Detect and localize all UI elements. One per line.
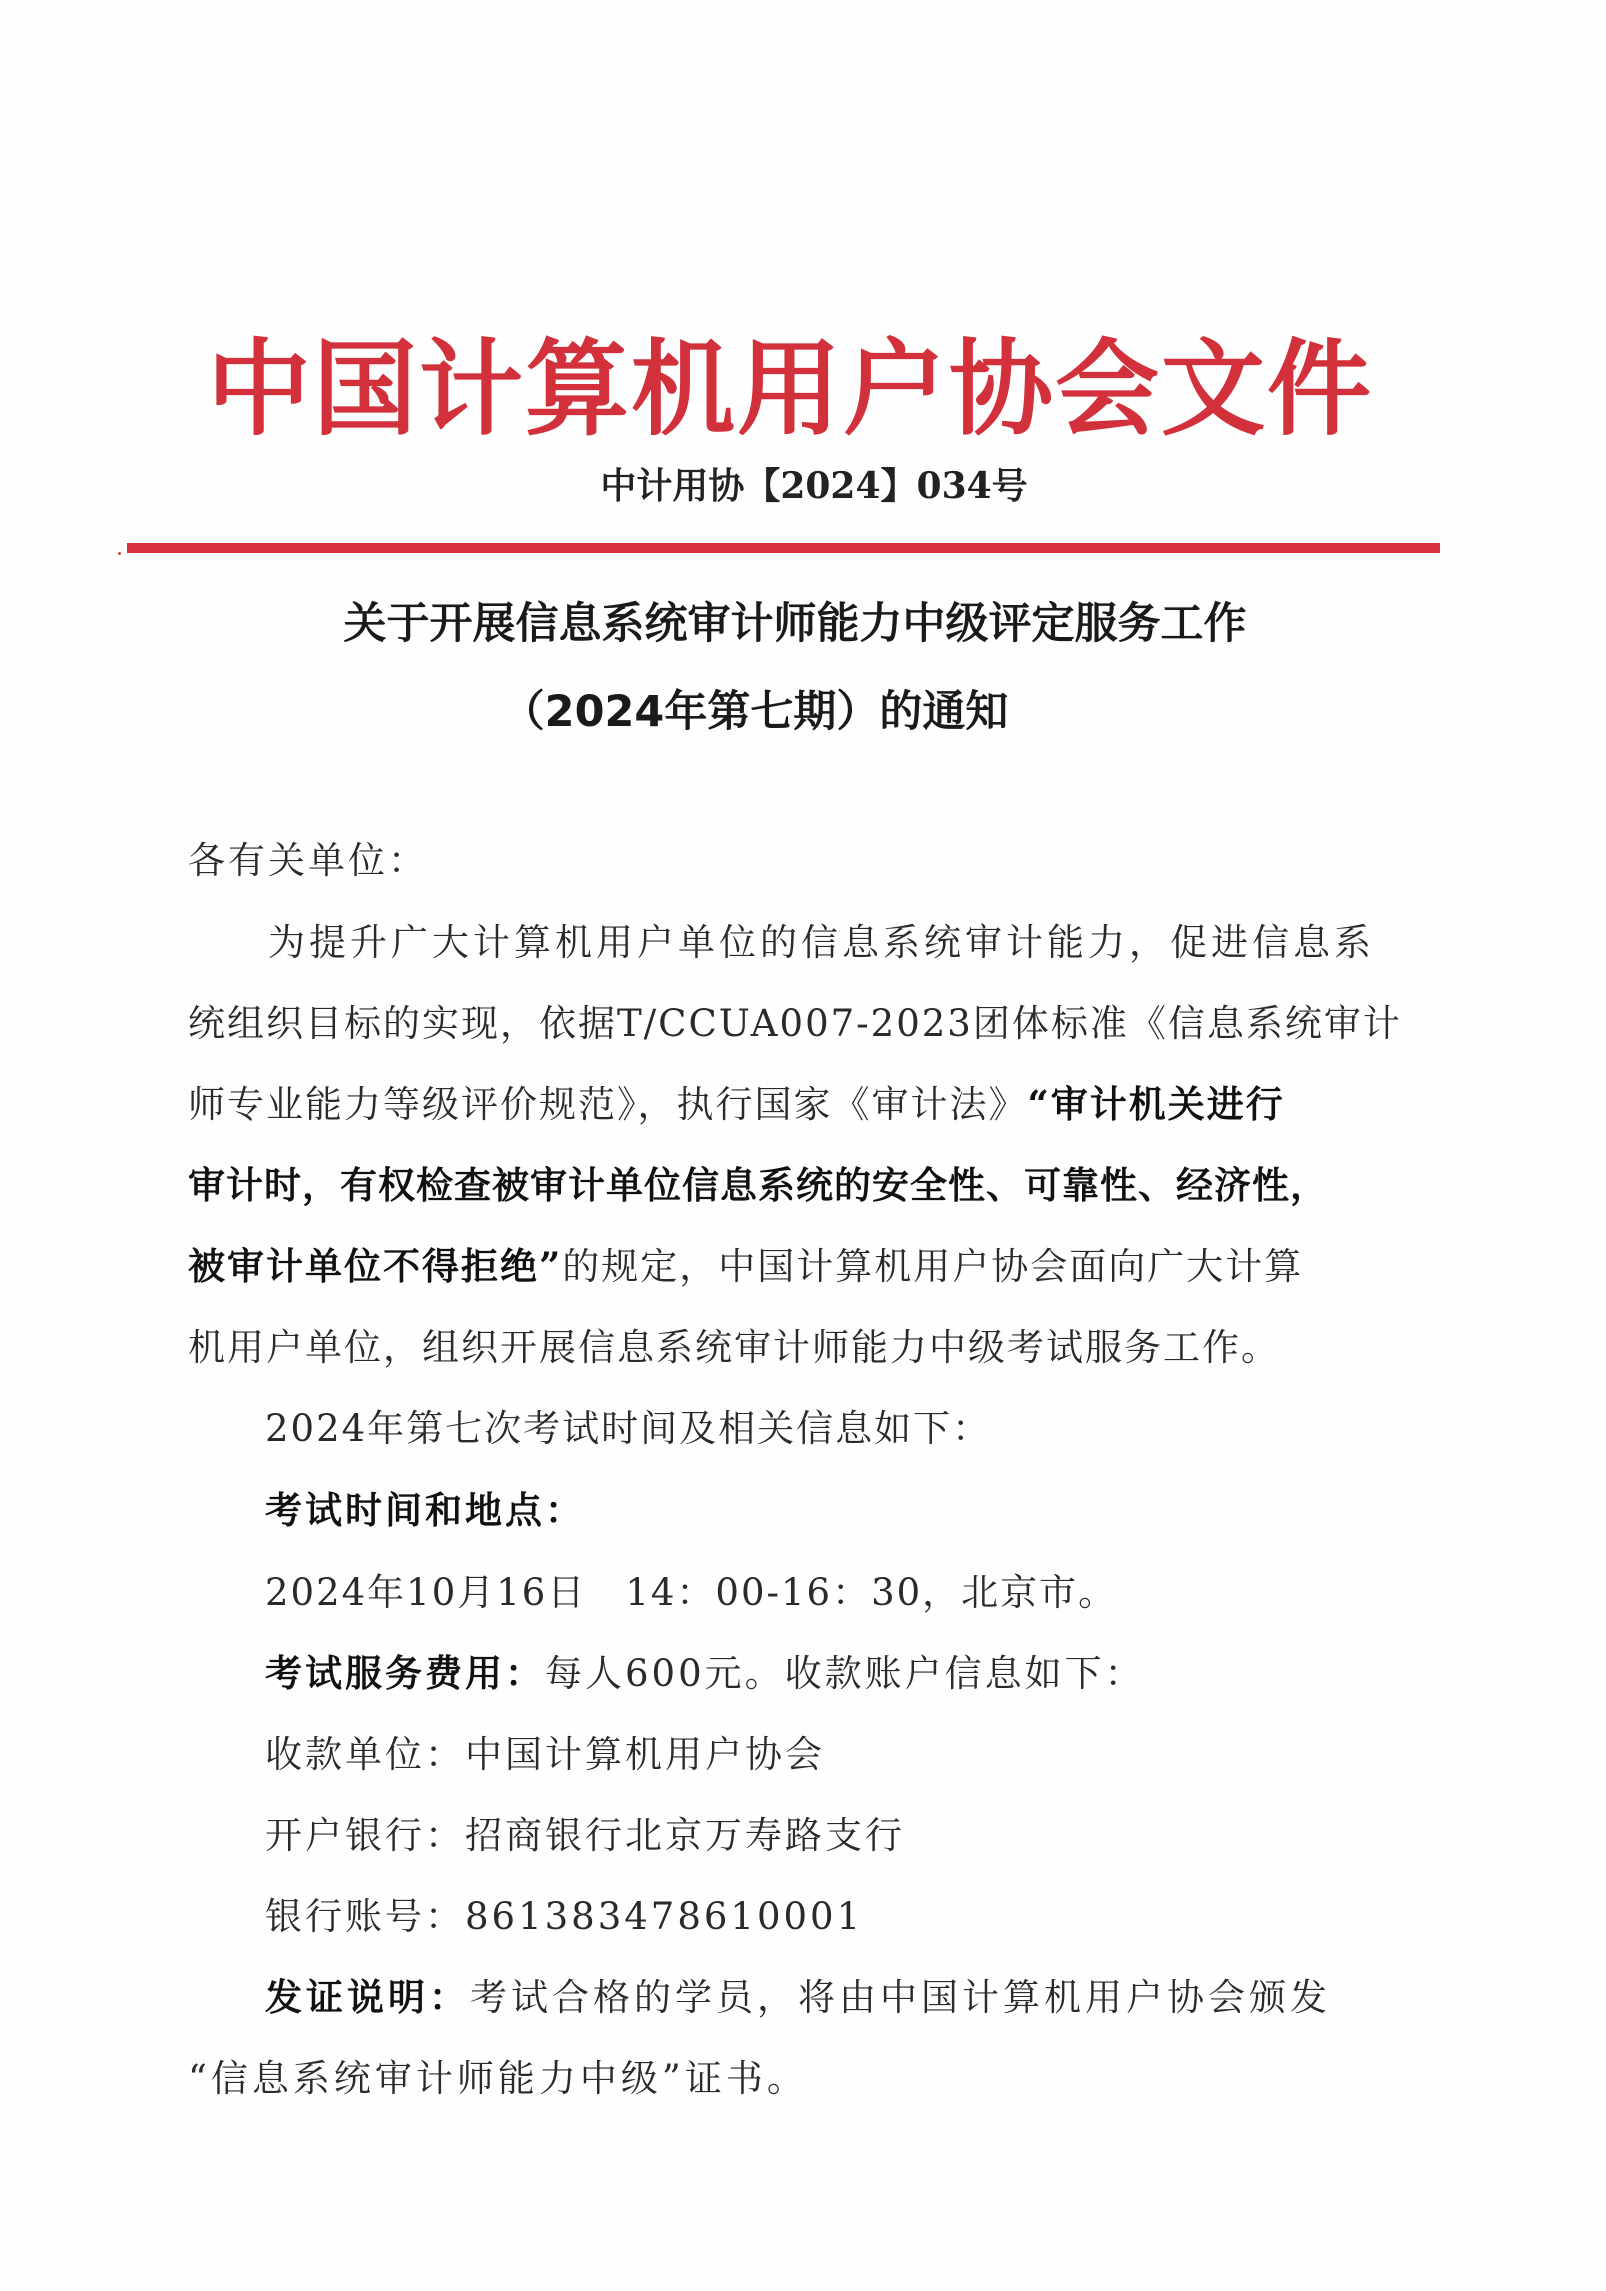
masthead-title: 中国计算机用户协会文件: [206, 328, 1373, 450]
notice-title-line-1: 关于开展信息系统审计师能力中级评定服务工作: [343, 599, 1247, 649]
certificate-label: 发证说明：: [265, 1975, 470, 2019]
paragraph-2: 2024年第七次考试时间及相关信息如下：: [265, 1407, 992, 1450]
paragraph-1-line-5: [188, 1236, 1303, 1290]
paragraph-1-line-3-text: 师专业能力等级评价规范》，执行国家《审计法》: [188, 1083, 1028, 1126]
paragraph-1-line-5-text: 的规定，中国计算机用户协会面向广大计算: [562, 1245, 1304, 1288]
fee-text: 每人600元。收款账户信息如下：: [545, 1652, 1145, 1695]
certificate-line: [265, 1967, 1331, 2021]
paragraph-1-line-3: [188, 1074, 1285, 1128]
bank-line: 开户银行：招商银行北京万寿路支行: [265, 1814, 905, 1857]
scan-speck: [118, 552, 121, 555]
fee-line: [265, 1643, 1145, 1697]
payee-line: 收款单位：中国计算机用户协会: [265, 1733, 825, 1776]
exam-time-text: 2024年10月16日 14：00-16：30，北京市。: [265, 1571, 1118, 1614]
certificate-text: 考试合格的学员，将由中国计算机用户协会颁发: [470, 1976, 1331, 2019]
audit-law-quote-start: “审计机关进行: [1027, 1082, 1285, 1126]
audit-law-quote-middle: 审计时，有权检查被审计单位信息系统的安全性、可靠性、经济性，: [188, 1163, 1328, 1207]
paragraph-1-line-6: 机用户单位，组织开展信息系统审计师能力中级考试服务工作。: [188, 1326, 1280, 1369]
paragraph-1-line-2: 统组织目标的实现，依据T/CCUA007-2023团体标准《信息系统审计: [188, 1002, 1402, 1045]
red-divider: [127, 543, 1440, 553]
audit-law-quote-end: 被审计单位不得拒绝”: [188, 1244, 563, 1288]
notice-title-line-2: （2024年第七期）的通知: [501, 687, 1009, 737]
salutation: 各有关单位：: [188, 839, 428, 882]
document-number: 中计用协【2024】034号: [600, 465, 1028, 507]
paragraph-1-line-1: 为提升广大计算机用户单位的信息系统审计能力，促进信息系: [268, 921, 1375, 964]
exam-time-heading: 考试时间和地点：: [265, 1488, 585, 1532]
account-line: 银行账号：861383478610001: [265, 1895, 864, 1938]
fee-label: 考试服务费用：: [265, 1651, 545, 1695]
certificate-line-2: “信息系统审计师能力中级”证书。: [188, 2057, 808, 2100]
